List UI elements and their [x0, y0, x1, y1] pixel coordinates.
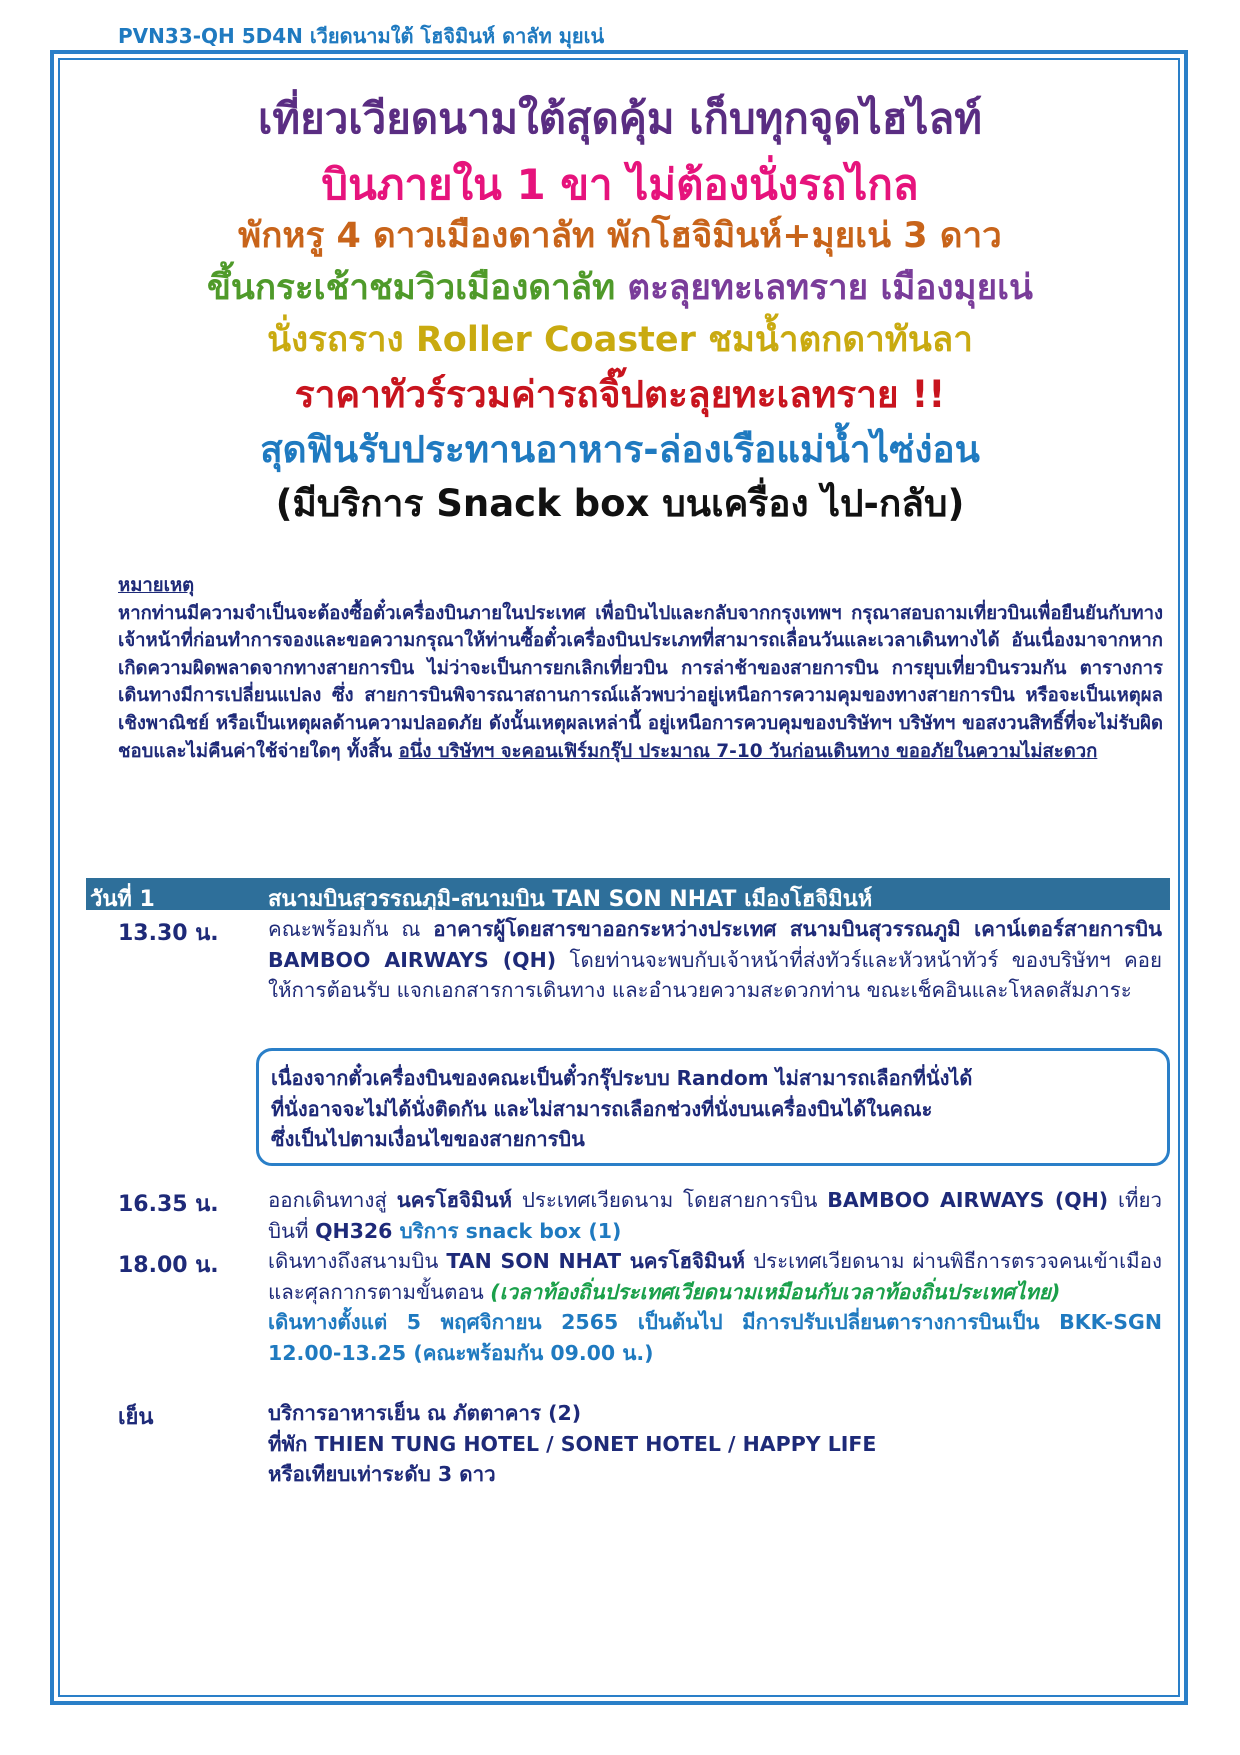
day-1-label: วันที่ 1	[90, 887, 155, 912]
seat-notice-line-2: ที่นั่งอาจจะไม่ได้นั่งติดกัน และไม่สามารถเลือกช่วงที่นั่งบนเครื่องบินได้ในคณะ	[271, 1096, 933, 1121]
desc-1330-terminal: อาคารผู้โดยสารขาออกระหว่างประเทศ สนามบินสุวรรณภูมิ เคาน์เตอร์สายการบิน BAMBOO AIRWAYS (QH)	[268, 917, 1162, 972]
desc-1330-p2: โดยท่านจะพบกับเจ้าหน้าที่ส่งทัวร์และหัวหน้าทัวร์ ของบริษัทฯ คอยให้การต้อนรับ แจกเอกสารการเดินทาง และอำนวยความสะดวกท่าน ขณะเช็คอินและโหลดสัมภาระ	[268, 947, 1162, 1002]
desc-1635-p2: ประเทศเวียดนาม โดยสายการบิน	[512, 1188, 828, 1212]
day-1-header	[86, 878, 1170, 910]
document-code: PVN33-QH 5D4N เวียดนามใต้ โฮจิมินห์ ดาลัท มุยเน่	[118, 24, 605, 48]
time-1635: 16.35 น.	[118, 1192, 219, 1217]
seat-notice-box	[256, 1048, 1170, 1166]
desc-1635-p3: เที่ยวบินที่	[268, 1188, 1163, 1243]
seat-notice-line-3: ซึ่งเป็นไปตามเงื่อนไขของสายการบิน	[271, 1127, 585, 1151]
headline-6: ราคาทัวร์รวมค่ารถจิ๊ปตะลุยทะเลทราย !!	[294, 373, 946, 416]
desc-evening-dinner: บริการอาหารเย็น ณ ภัตตาคาร (2)	[268, 1401, 582, 1425]
desc-1635	[268, 1185, 1162, 1246]
desc-1635-snack: บริการ snack box (1)	[392, 1218, 622, 1243]
time-1800: 18.00 น.	[118, 1253, 219, 1278]
desc-1635-airline: BAMBOO AIRWAYS (QH)	[827, 1188, 1109, 1212]
desc-1635-p1: ออกเดินทางสู่	[268, 1188, 397, 1212]
headline-2: บินภายใน 1 ขา ไม่ต้องนั่งรถไกล	[321, 160, 919, 209]
desc-evening-hotel-alt: หรือเทียบเท่าระดับ 3 ดาว	[268, 1462, 496, 1486]
desc-1800-airport: TAN SON NHAT นครโฮจิมินห์	[446, 1249, 746, 1273]
notes-text: หากท่านมีความจำเป็นจะต้องซื้อตั๋วเครื่องบินภายในประเทศ เพื่อบินไปและกลับจากกรุงเทพฯ กรุณาสอบถามเที่ยวบินเพื่อยืนยันกับทางเจ้าหน้าที่ก่อนทำการจองและขอความกรุณาให้ท่านซื้อตั๋วเครื่องบินประเภทที่สามารถเลื่อนวันและเวลาเดินทางได้ อันเนื่องมาจากหากเกิดความผิดพลาดจากทางสายการบิน ไม่ว่าจะเป็นการยกเลิกเที่ยวบิน การล่าช้าของสายการบิน การยุบเที่ยวบินรวมกัน ตารางการเดินทางมีการเปลี่ยนแปลง ซึ่ง สายการบินพิจารณาสถานการณ์แล้วพบว่าอยู่เหนือการความคุมของทางสายการบิน หรือจะเป็นเหตุผลเชิงพาณิชย์ หรือเป็นเหตุผลด้านความปลอดภัย ดังนั้นเหตุผลเหล่านี้ อยู่เหนือการควบคุมของบริษัทฯ บริษัทฯ ขอสงวนสิทธิ์ที่จะไม่รับผิดชอบและไม่คืนค่าใช้จ่ายใดๆ ทั้งสิ้น	[118, 602, 1163, 762]
seat-notice-line-1: เนื่องจากตั๋วเครื่องบินของคณะเป็นตั๋วกรุ๊ประบบ Random ไม่สามารถเลือกที่นั่งได้	[271, 1066, 973, 1090]
desc-1800	[268, 1246, 1162, 1368]
day-1-route: สนามบินสุวรรณภูมิ-สนามบิน TAN SON NHAT เมืองโฮจิมินห์	[268, 887, 873, 912]
desc-1800-timezone: (เวลาท้องถิ่นประเทศเวียดนามเหมือนกับเวลาท้องถิ่นประเทศไทย)	[490, 1279, 1061, 1304]
desc-1635-flight: QH326	[315, 1218, 393, 1243]
desc-evening	[268, 1398, 1162, 1490]
notes-body	[118, 600, 1163, 766]
headline-4-desert: ตะลุยทะเลทราย เมืองมุยเน่	[627, 268, 1033, 308]
time-evening: เย็น	[118, 1405, 154, 1430]
headline-5: นั่งรถราง Roller Coaster ชมน้ำตกดาทันลา	[267, 320, 973, 360]
headline-1: เที่ยวเวียดนามใต้สุดคุ้ม เก็บทุกจุดไฮไลท์	[258, 94, 982, 143]
desc-1330-p1: คณะพร้อมกัน ณ	[268, 917, 434, 941]
time-1330: 13.30 น.	[118, 921, 219, 946]
notes-section	[118, 572, 1163, 765]
desc-1635-city: นครโฮจิมินห์	[396, 1188, 513, 1212]
desc-1330	[268, 914, 1162, 1006]
desc-1800-p1: เดินทางถึงสนามบิน	[268, 1249, 447, 1273]
headline-7: สุดฟินรับประทานอาหาร-ล่องเรือแม่น้ำไซ่ง่อน	[260, 428, 980, 471]
desc-1800-schedule-change: เดินทางตั้งแต่ 5 พฤศจิกายน 2565 เป็นต้นไป มีการปรับเปลี่ยนตารางการบินเป็น BKK-SGN 12.00-13.25 (คณะพร้อมกัน 09.00 น.)	[268, 1310, 1162, 1365]
headline-3: พักหรู 4 ดาวเมืองดาลัท พักโฮจิมินห์+มุยเน่ 3 ดาว	[238, 216, 1002, 256]
notes-title: หมายเหตุ	[118, 575, 195, 596]
desc-1800-p2: ประเทศเวียดนาม ผ่านพิธีการตรวจคนเข้าเมือง และศุลกากรตามขั้นตอน	[268, 1249, 1162, 1304]
notes-confirm-text: อนึ่ง บริษัทฯ จะคอนเฟิร์มกรุ๊ป ประมาณ 7-10 วันก่อนเดินทาง ขออภัยในความไม่สะดวก	[398, 740, 1098, 762]
headline-4	[60, 260, 1180, 315]
desc-evening-hotel: ที่พัก THIEN TUNG HOTEL / SONET HOTEL / HAPPY LIFE	[268, 1431, 877, 1456]
headline-4-cable-car: ขึ้นกระเช้าชมวิวเมืองดาลัท	[207, 268, 616, 308]
headline-8: (มีบริการ Snack box บนเครื่อง ไป-กลับ)	[275, 482, 965, 525]
